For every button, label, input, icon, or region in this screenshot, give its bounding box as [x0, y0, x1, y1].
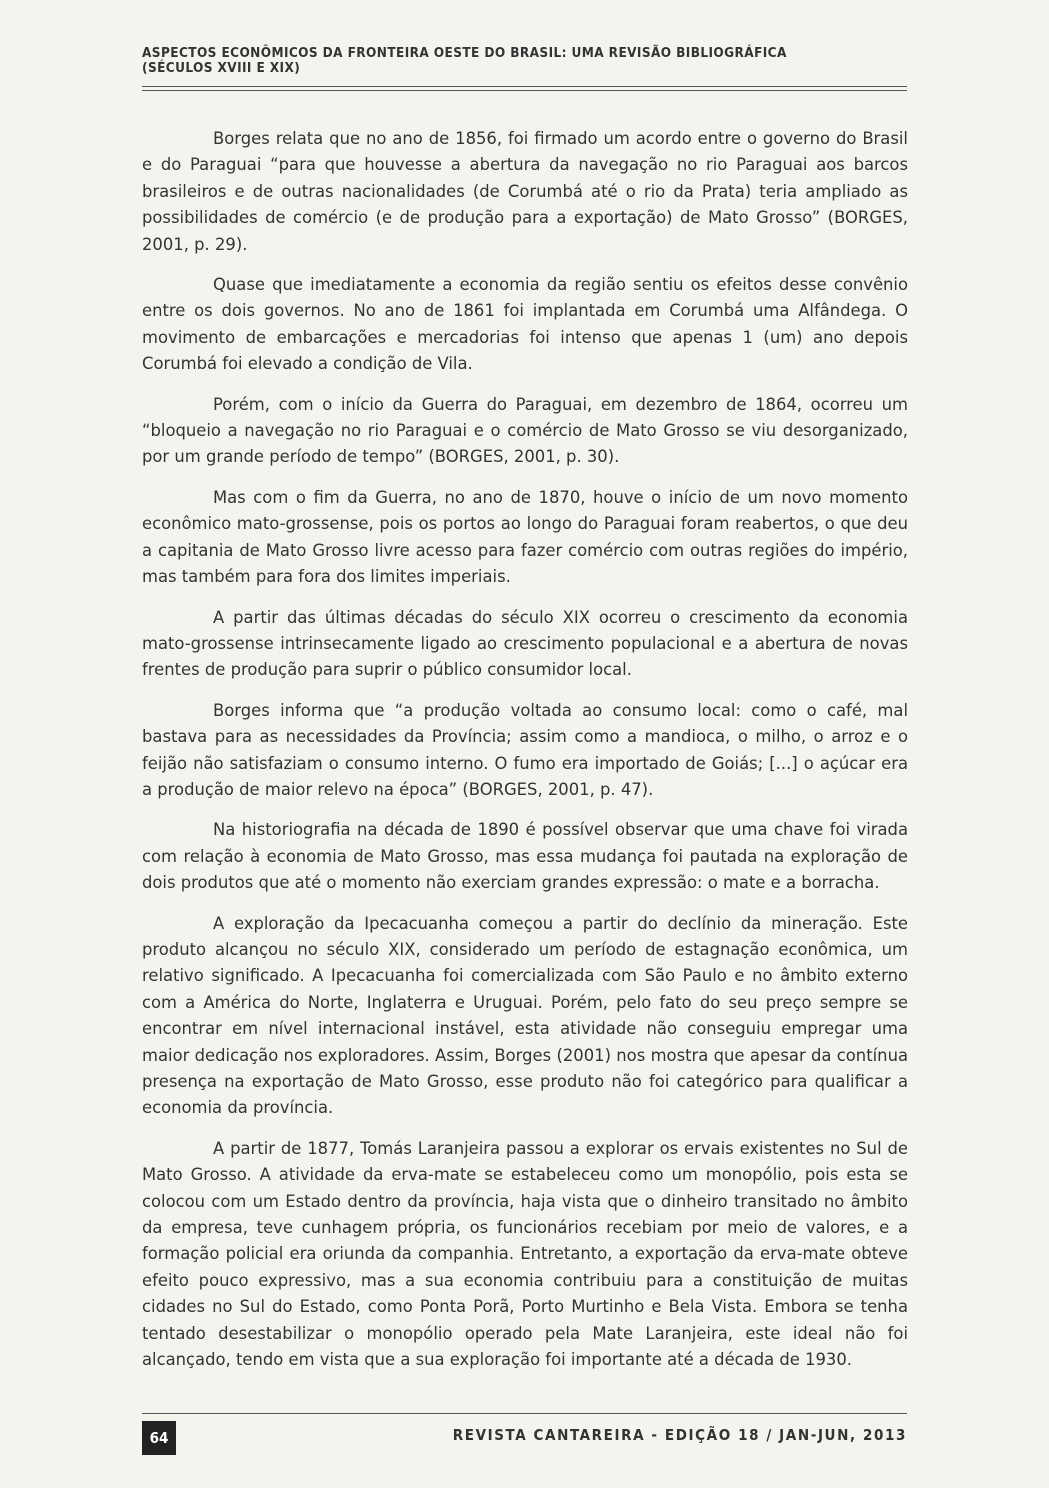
- paragraph-3: Porém, com o início da Guerra do Paraguai, em dezembro de 1864, ocorreu um “bloqueio a navegação no rio Paraguai e o comércio de Mato Grosso se viu desorganizado, por um grande período de tempo” (BORGES, 2001, p. 30).: [142, 394, 908, 467]
- paragraph-7: Na historiografia na década de 1890 é possível observar que uma chave foi virada com relação à economia de Mato Grosso, mas essa mudança foi pautada na exploração de dois produtos que até o momento não exerciam grandes expressão: o mate e a borracha.: [142, 820, 908, 893]
- footer-rule: [142, 1413, 907, 1414]
- header-rule-top: [142, 86, 907, 87]
- running-title: ASPECTOS ECONÔMICOS DA FRONTEIRA OESTE DO BRASIL: UMA REVISÃO BIBLIOGRÁFICA (SÉCULOS XVIII E XIX): [142, 45, 787, 76]
- article-body: [142, 126, 908, 1387]
- paragraph-1: Borges relata que no ano de 1856, foi firmado um acordo entre o governo do Brasil e do Paraguai “para que houvesse a abertura da navegação no rio Paraguai aos barcos brasileiros e de outras nacionalidades (de Corumbá até o rio da Prata) teria ampliado as possibilidades de comércio (e de produção para a exportação) de Mato Grosso” (BORGES, 2001, p. 29).: [142, 129, 908, 254]
- journal-footer: REVISTA CANTAREIRA - EDIÇÃO 18 / JAN-JUN, 2013: [452, 1426, 907, 1444]
- paragraph-2: Quase que imediatamente a economia da região sentiu os efeitos desse convênio entre os dois governos. No ano de 1861 foi implantada em Corumbá uma Alfândega. O movimento de embarcações e mercadorias foi intenso que apenas 1 (um) ano depois Corumbá foi elevado a condição de Vila.: [142, 275, 908, 374]
- header-rule-bottom: [142, 90, 907, 91]
- paragraph-5: A partir das últimas décadas do século XIX ocorreu o crescimento da economia mato-grossense intrinsecamente ligado ao crescimento populacional e a abertura de novas frentes de produção para suprir o público consumidor local.: [142, 607, 908, 680]
- paragraph-9: A partir de 1877, Tomás Laranjeira passou a explorar os ervais existentes no Sul de Mato Grosso. A atividade da erva-mate se estabeleceu como um monopólio, pois esta se colocou com um Estado dentro da província, haja vista que o dinheiro transitado no âmbito da empresa, teve cunhagem própria, os funcionários recebiam por meio de valores, e a formação policial era oriunda da companhia. Entretanto, a exportação da erva-mate obteve efeito pouco expressivo, mas a sua economia contribuiu para a constituição de muitas cidades no Sul do Estado, como Ponta Porã, Porto Murtinho e Bela Vista. Embora se tenha tentado desestabilizar o monopólio operado pela Mate Laranjeira, este ideal não foi alcançado, tendo em vista que a sua exploração foi importante até a década de 1930.: [142, 1138, 908, 1370]
- paragraph-4: Mas com o fim da Guerra, no ano de 1870, houve o início de um novo momento econômico mato-grossense, pois os portos ao longo do Paraguai foram reabertos, o que deu a capitania de Mato Grosso livre acesso para fazer comércio com outras regiões do império, mas também para fora dos limites imperiais.: [142, 487, 908, 587]
- page-number: 64: [142, 1421, 176, 1455]
- paragraph-6: Borges informa que “a produção voltada ao consumo local: como o café, mal bastava para as necessidades da Província; assim como a mandioca, o milho, o arroz e o feijão não satisfaziam o consumo interno. O fumo era importado de Goiás; [...] o açúcar era a produção de maior relevo na época” (BORGES, 2001, p. 47).: [142, 700, 908, 799]
- paragraph-8: A exploração da Ipecacuanha começou a partir do declínio da mineração. Este produto alcançou no século XIX, considerado um período de estagnação econômica, um relativo significado. A Ipecacuanha foi comercializada com São Paulo e no âmbito externo com a América do Norte, Inglaterra e Uruguai. Porém, pelo fato do seu preço sempre se encontrar em nível internacional instável, esta atividade não conseguiu empregar uma maior dedicação nos exploradores. Assim, Borges (2001) nos mostra que apesar da contínua presença na exportação de Mato Grosso, esse produto não foi categórico para qualificar a economia da província.: [142, 913, 908, 1118]
